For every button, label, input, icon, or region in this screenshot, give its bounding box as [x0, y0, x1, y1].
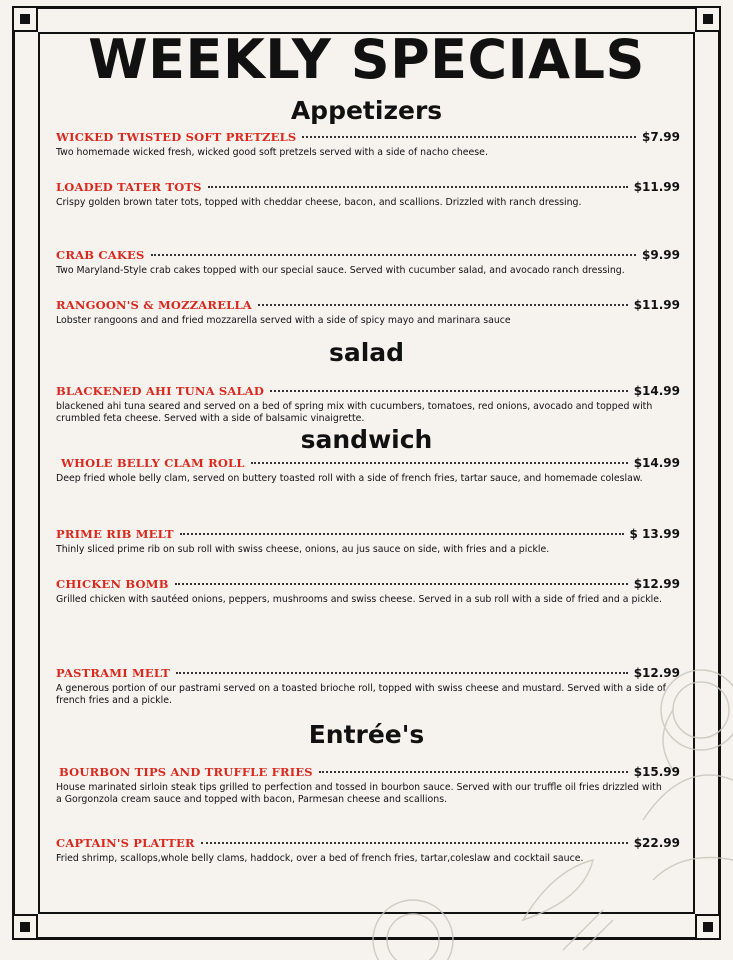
menu-item — [56, 836, 680, 865]
dot-leader — [258, 304, 628, 306]
item-price: $12.99 — [633, 666, 680, 680]
menu-item — [56, 180, 680, 209]
item-price: $15.99 — [633, 765, 680, 779]
corner-ornament-bottom-left — [12, 914, 38, 940]
dot-leader — [208, 186, 628, 188]
section-heading-entrees: Entrée's — [308, 720, 425, 749]
menu-item — [56, 666, 680, 707]
item-price: $22.99 — [633, 836, 680, 850]
item-description: Deep fried whole belly clam, served on buttery toasted roll with a side of french fries, tartar sauce, and homemade coleslaw. — [56, 473, 643, 484]
border-left-outer — [12, 6, 15, 940]
section-heading-appetizers: Appetizers — [290, 96, 443, 125]
item-description: A generous portion of our pastrami served on a toasted brioche roll, topped with swiss cheese and mustard. Served with a side of french fries and a pickle. — [56, 683, 666, 706]
item-description: blackened ahi tuna seared and served on a bed of spring mix with cucumbers, tomatoes, red onions, avocado and topped with crumbled feta cheese. Served with a side of balsamic vinaigrette. — [56, 401, 653, 424]
dot-leader — [180, 533, 624, 535]
menu-item — [56, 456, 680, 485]
item-description: Lobster rangoons and and fried mozzarella served with a side of spicy mayo and marinara sauce — [56, 315, 511, 326]
item-name: CAPTAIN'S PLATTER — [56, 836, 195, 850]
item-price: $9.99 — [642, 248, 680, 262]
border-left-inner — [38, 32, 40, 914]
menu-item — [56, 577, 680, 606]
menu-item — [56, 130, 680, 159]
item-name: WICKED TWISTED SOFT PRETZELS — [56, 130, 297, 144]
item-name: CRAB CAKES — [56, 248, 145, 262]
item-name: LOADED TATER TOTS — [56, 180, 202, 194]
item-price: $ 13.99 — [629, 527, 680, 541]
item-description: House marinated sirloin steak tips grilled to perfection and tossed in bourbon sauce. Served with our truffle oil fries drizzled with a Gorgonzola cream sauce and topped with bacon, Parmesan cheese and scallions. — [56, 782, 662, 805]
dot-leader — [201, 842, 628, 844]
menu-title: WEEKLY SPECIALS — [88, 28, 645, 91]
dot-leader — [270, 390, 628, 392]
item-price: $14.99 — [633, 384, 680, 398]
item-price: $11.99 — [633, 298, 680, 312]
item-name: CHICKEN BOMB — [56, 577, 169, 591]
item-name: BOURBON TIPS AND TRUFFLE FRIES — [59, 765, 313, 779]
menu-item — [56, 765, 680, 806]
dot-leader — [151, 254, 637, 256]
menu-item — [56, 527, 680, 556]
item-name: BLACKENED AHI TUNA SALAD — [56, 384, 265, 398]
dot-leader — [302, 136, 636, 138]
dot-leader — [319, 771, 628, 773]
item-price: $7.99 — [642, 130, 680, 144]
item-price: $14.99 — [633, 456, 680, 470]
menu-item — [56, 384, 680, 425]
item-description: Two Maryland-Style crab cakes topped with our special sauce. Served with cucumber salad, and avocado ranch dressing. — [56, 265, 625, 276]
dot-leader — [176, 672, 628, 674]
item-price: $12.99 — [633, 577, 680, 591]
item-name: RANGOON'S & MOZZARELLA — [56, 298, 252, 312]
section-heading-salad: salad — [328, 338, 405, 367]
item-name: WHOLE BELLY CLAM ROLL — [61, 456, 245, 470]
item-description: Crispy golden brown tater tots, topped with cheddar cheese, bacon, and scallions. Drizzled with ranch dressing. — [56, 197, 582, 208]
menu-item — [56, 248, 680, 277]
item-price: $11.99 — [633, 180, 680, 194]
item-name: PRIME RIB MELT — [56, 527, 174, 541]
item-name: PASTRAMI MELT — [56, 666, 170, 680]
menu-item — [56, 298, 680, 327]
dot-leader — [251, 462, 628, 464]
item-description: Grilled chicken with sautéed onions, peppers, mushrooms and swiss cheese. Served in a sub roll with a side of fried and a pickle. — [56, 594, 663, 605]
item-description: Two homemade wicked fresh, wicked good soft pretzels served with a side of nacho cheese. — [56, 147, 488, 158]
section-heading-sandwich: sandwich — [300, 425, 433, 454]
item-description: Fried shrimp, scallops,whole belly clams, haddock, over a bed of french fries, tartar,coleslaw and cocktail sauce. — [56, 853, 584, 864]
dot-leader — [175, 583, 628, 585]
item-description: Thinly sliced prime rib on sub roll with swiss cheese, onions, au jus sauce on side, with fries and a pickle. — [56, 544, 550, 555]
border-top-outer — [12, 6, 721, 9]
